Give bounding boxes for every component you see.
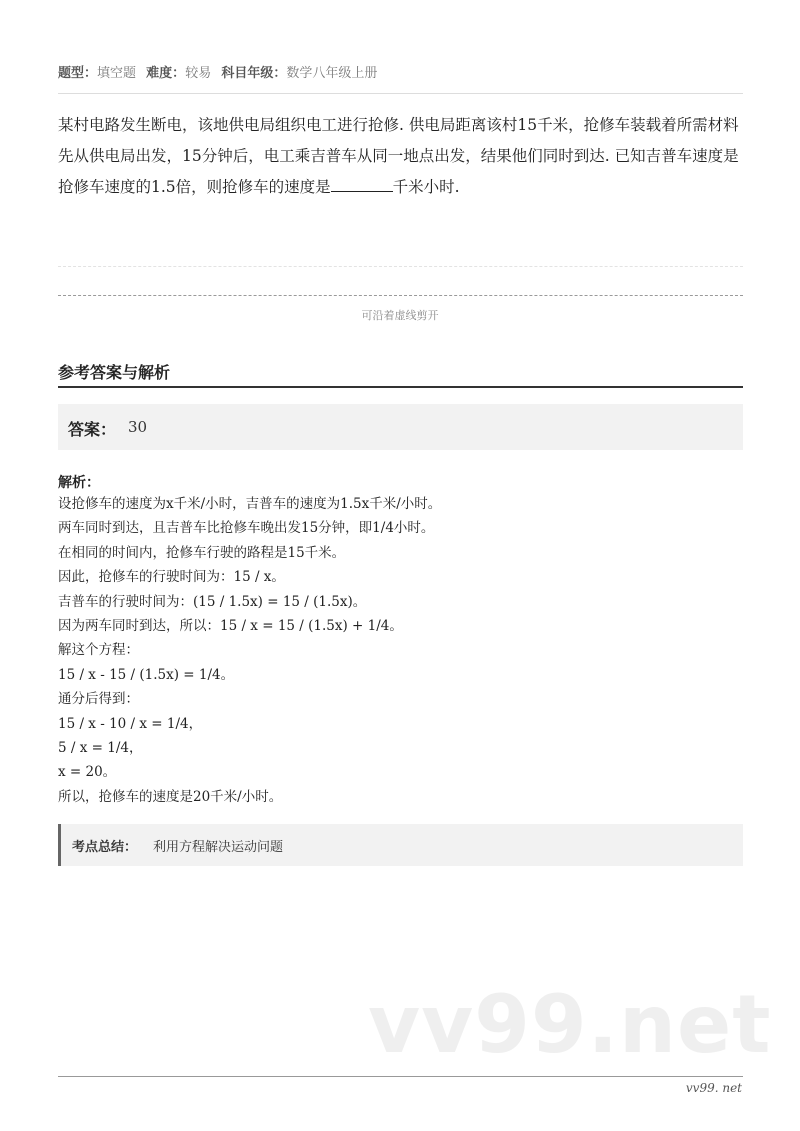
- difficulty-label: 难度：: [146, 66, 186, 81]
- footer-divider: [58, 1076, 743, 1077]
- analysis-line: 5 / x = 1/4，: [58, 740, 143, 757]
- analysis-line: 15 / x - 10 / x = 1/4，: [58, 715, 203, 732]
- answer-blank: [331, 173, 393, 192]
- key-point-label: 考点总结：: [72, 840, 138, 855]
- analysis-label: 解析：: [58, 475, 100, 491]
- question-text-before: 某村电路发生断电，该地供电局组织电工进行抢修. 供电局距离该村15千米，抢修车装载着所需材料先从供电局出发，15分钟后，电工乘吉普车从同一地点出发，结果他们同时到达. 已知吉普车速度是抢修车速度的1.5倍，则抢修车的速度是: [58, 116, 739, 196]
- question-text-after: 千米小时.: [392, 178, 460, 196]
- analysis-line: 所以，抢修车的速度是20千米/小时。: [58, 788, 283, 805]
- key-point-value: 利用方程解决运动问题: [153, 840, 284, 855]
- type-value: 填空题: [97, 66, 137, 81]
- analysis-line: 在相同的时间内，抢修车行驶的路程是15千米。: [58, 544, 346, 561]
- analysis-line: 15 / x - 15 / (1.5x) = 1/4。: [58, 666, 235, 683]
- analysis-line: 因为两车同时到达，所以：15 / x = 15 / (1.5x) + 1/4。: [58, 618, 403, 635]
- type-label: 题型：: [58, 66, 98, 81]
- difficulty-value: 较易: [185, 66, 212, 81]
- subject-value: 数学八年级上册: [286, 66, 378, 81]
- light-dashed-divider: [58, 266, 743, 267]
- analysis-line: 设抢修车的速度为x千米/小时，吉普车的速度为1.5x千米/小时。: [58, 496, 442, 512]
- watermark: vv99.net: [368, 978, 772, 1071]
- cut-label: 可沿着虚线剪开: [361, 309, 439, 322]
- analysis-line: 因此，抢修车的行驶时间为：15 / x。: [58, 569, 285, 586]
- analysis-line: x = 20。: [58, 764, 117, 781]
- analysis-body: [58, 492, 748, 809]
- question-text: [58, 110, 748, 203]
- key-point-box: [58, 824, 743, 866]
- analysis-line: 两车同时到达，且吉普车比抢修车晚出发15分钟，即1/4小时。: [58, 520, 435, 537]
- analysis-line: 解这个方程：: [58, 642, 139, 659]
- answer-box: [58, 404, 743, 450]
- analysis-line: 吉普车的行驶时间为：(15 / 1.5x) = 15 / (1.5x)。: [58, 593, 367, 610]
- answer-label: 答案：: [68, 420, 117, 439]
- top-divider: [58, 93, 743, 94]
- question-meta: [58, 62, 377, 81]
- section-title: 参考答案与解析: [58, 363, 171, 382]
- footer-site: vv99. net: [685, 1081, 742, 1095]
- section-divider: [58, 386, 743, 388]
- analysis-line: 通分后得到：: [58, 691, 139, 708]
- subject-label: 科目年级：: [221, 66, 287, 81]
- answer-value: 30: [128, 418, 148, 436]
- cut-line: [58, 295, 743, 296]
